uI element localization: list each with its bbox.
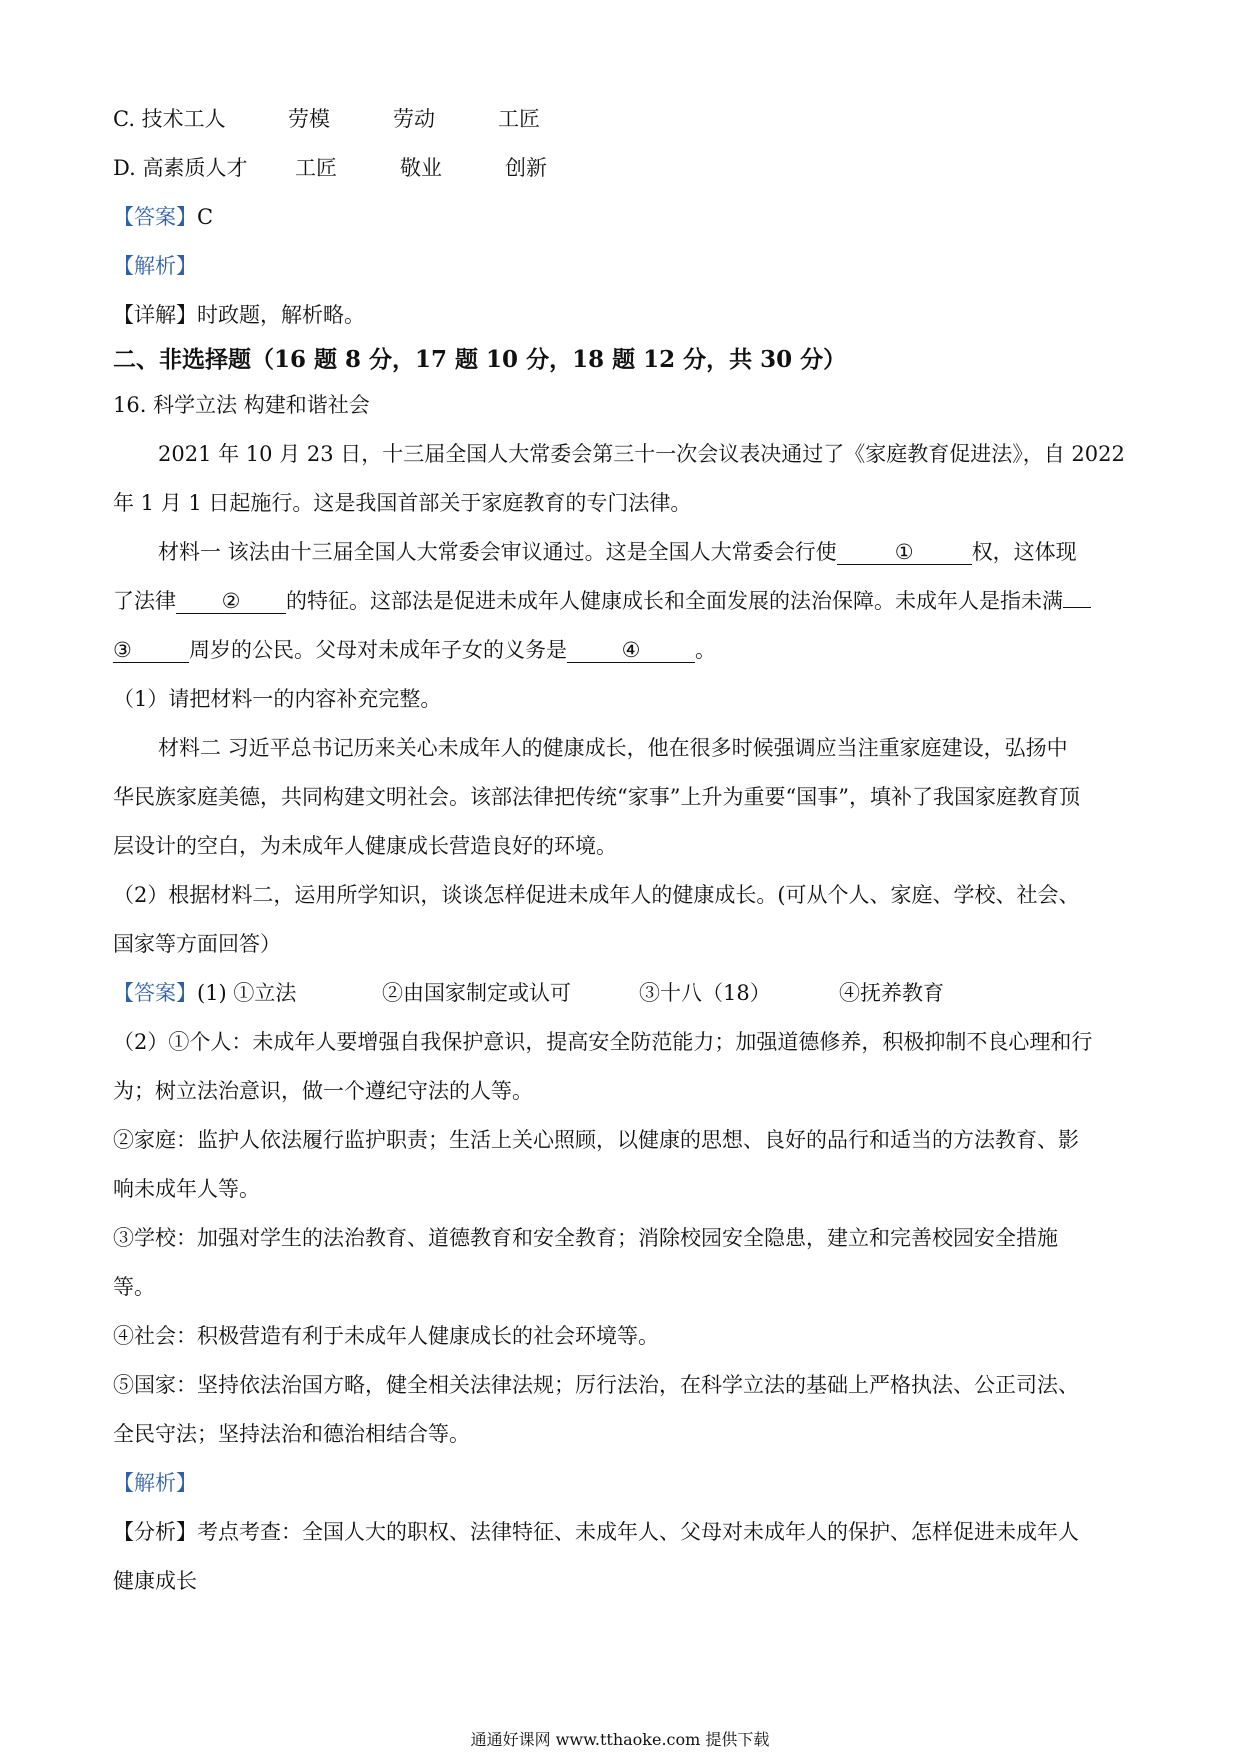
answer-tag: 【答案】 bbox=[113, 981, 197, 1005]
answer-value: C bbox=[197, 205, 214, 229]
blank-3: ③ bbox=[113, 638, 189, 663]
option-d-b: 敬业 bbox=[400, 156, 442, 180]
section-heading: 二、非选择题（16 题 8 分，17 题 10 分，18 题 12 分，共 30 分） bbox=[113, 346, 847, 373]
q16-fenxi-line-2: 健康成长 bbox=[113, 1569, 197, 1593]
sub-question-2-line-1: （2）根据材料二，运用所学知识，谈谈怎样促进未成年人的健康成长。(可从个人、家庭、学校、社会、 bbox=[113, 883, 1080, 907]
blank-3-start bbox=[1063, 607, 1091, 608]
material-1-line-3 bbox=[113, 635, 716, 665]
answer-paragraph-line: ④社会：积极营造有利于未成年人健康成长的社会环境等。 bbox=[113, 1324, 659, 1348]
q16-answer-line-1 bbox=[113, 978, 944, 1008]
option-c bbox=[113, 104, 540, 134]
option-c-c: 工匠 bbox=[498, 107, 540, 131]
detail-text: 时政题，解析略。 bbox=[197, 303, 365, 327]
answer-item: ③十八（18） bbox=[639, 981, 771, 1005]
answer-paragraph-line: ③学校：加强对学生的法治教育、道德教育和安全教育；消除校园安全隐患，建立和完善校园安全措施 bbox=[113, 1226, 1058, 1250]
option-c-a: 劳模 bbox=[288, 107, 330, 131]
material-1-text-a: 材料一 该法由十三届全国人大常委会审议通过。这是全国人大常委会行使 bbox=[158, 540, 837, 564]
option-d-label: D. 高素质人才 bbox=[113, 156, 248, 180]
answer-paragraph-line: 为；树立法治意识，做一个遵纪守法的人等。 bbox=[113, 1079, 533, 1103]
answer-item: (1) ①立法 bbox=[197, 981, 297, 1005]
blank-4: ④ bbox=[567, 638, 695, 663]
material-1-text-d: 的特征。这部法是促进未成年人健康成长和全面发展的法治保障。未成年人是指未满 bbox=[286, 589, 1063, 613]
material-2-line-2: 华民族家庭美德，共同构建文明社会。该部法律把传统“家事”上升为重要“国事”，填补了我国家庭教育顶 bbox=[113, 785, 1080, 809]
option-d-c: 创新 bbox=[505, 156, 547, 180]
page-footer: 通通好课网 www.tthaoke.com 提供下载 bbox=[470, 1730, 770, 1749]
material-1-text-f: 。 bbox=[695, 638, 716, 662]
answer-paragraph-line: 全民守法；坚持法治和德治相结合等。 bbox=[113, 1422, 470, 1446]
q15-analysis-tag: 【解析】 bbox=[113, 254, 197, 278]
option-c-b: 劳动 bbox=[393, 107, 435, 131]
sub-question-1: （1）请把材料一的内容补充完整。 bbox=[113, 687, 442, 711]
q16-intro-line-2: 年 1 月 1 日起施行。这是我国首部关于家庭教育的专门法律。 bbox=[113, 491, 692, 515]
q16-title: 16. 科学立法 构建和谐社会 bbox=[113, 393, 370, 417]
q16-fenxi-line-1 bbox=[113, 1517, 1079, 1547]
q15-detail bbox=[113, 300, 365, 330]
sub-question-2-line-2: 国家等方面回答） bbox=[113, 932, 281, 956]
q15-answer bbox=[113, 202, 213, 232]
answer-item: ④抚养教育 bbox=[839, 981, 944, 1005]
fenxi-text: 考点考查：全国人大的职权、法律特征、未成年人、父母对未成年人的保护、怎样促进未成年人 bbox=[197, 1520, 1079, 1544]
answer-tag: 【答案】 bbox=[113, 205, 197, 229]
option-d bbox=[113, 153, 547, 183]
material-2-line-1: 材料二 习近平总书记历来关心未成年人的健康成长，他在很多时候强调应当注重家庭建设，弘扬中 bbox=[158, 736, 1068, 760]
q16-analysis-tag: 【解析】 bbox=[113, 1471, 197, 1495]
material-1-text-c: 了法律 bbox=[113, 589, 176, 613]
answer-paragraph-line: ⑤国家：坚持依法治国方略，健全相关法律法规；厉行法治，在科学立法的基础上严格执法、公正司法、 bbox=[113, 1373, 1079, 1397]
blank-1: ① bbox=[837, 540, 972, 565]
detail-tag: 【详解】 bbox=[113, 303, 197, 327]
answer-paragraph-line: （2）①个人：未成年人要增强自我保护意识，提高安全防范能力；加强道德修养，积极抑制不良心理和行 bbox=[113, 1030, 1093, 1054]
option-c-label: C. 技术工人 bbox=[113, 107, 226, 131]
material-2-line-3: 层设计的空白，为未成年人健康成长营造良好的环境。 bbox=[113, 834, 617, 858]
answer-item: ②由国家制定或认可 bbox=[382, 981, 571, 1005]
answer-paragraph-line: ②家庭：监护人依法履行监护职责；生活上关心照顾，以健康的思想、良好的品行和适当的方法教育、影 bbox=[113, 1128, 1079, 1152]
answer-paragraph-line: 响未成年人等。 bbox=[113, 1177, 260, 1201]
material-1-text-e: 周岁的公民。父母对未成年子女的义务是 bbox=[189, 638, 567, 662]
option-d-a: 工匠 bbox=[295, 156, 337, 180]
material-1-line-1 bbox=[158, 537, 1077, 567]
answer-paragraph-line: 等。 bbox=[113, 1275, 155, 1299]
material-1-text-b: 权，这体现 bbox=[971, 540, 1077, 564]
fenxi-tag: 【分析】 bbox=[113, 1520, 197, 1544]
blank-2: ② bbox=[176, 589, 286, 614]
q16-intro-line-1: 2021 年 10 月 23 日，十三届全国人大常委会第三十一次会议表决通过了《家庭教育促进法》，自 2022 bbox=[158, 442, 1125, 466]
material-1-line-2 bbox=[113, 586, 1091, 616]
